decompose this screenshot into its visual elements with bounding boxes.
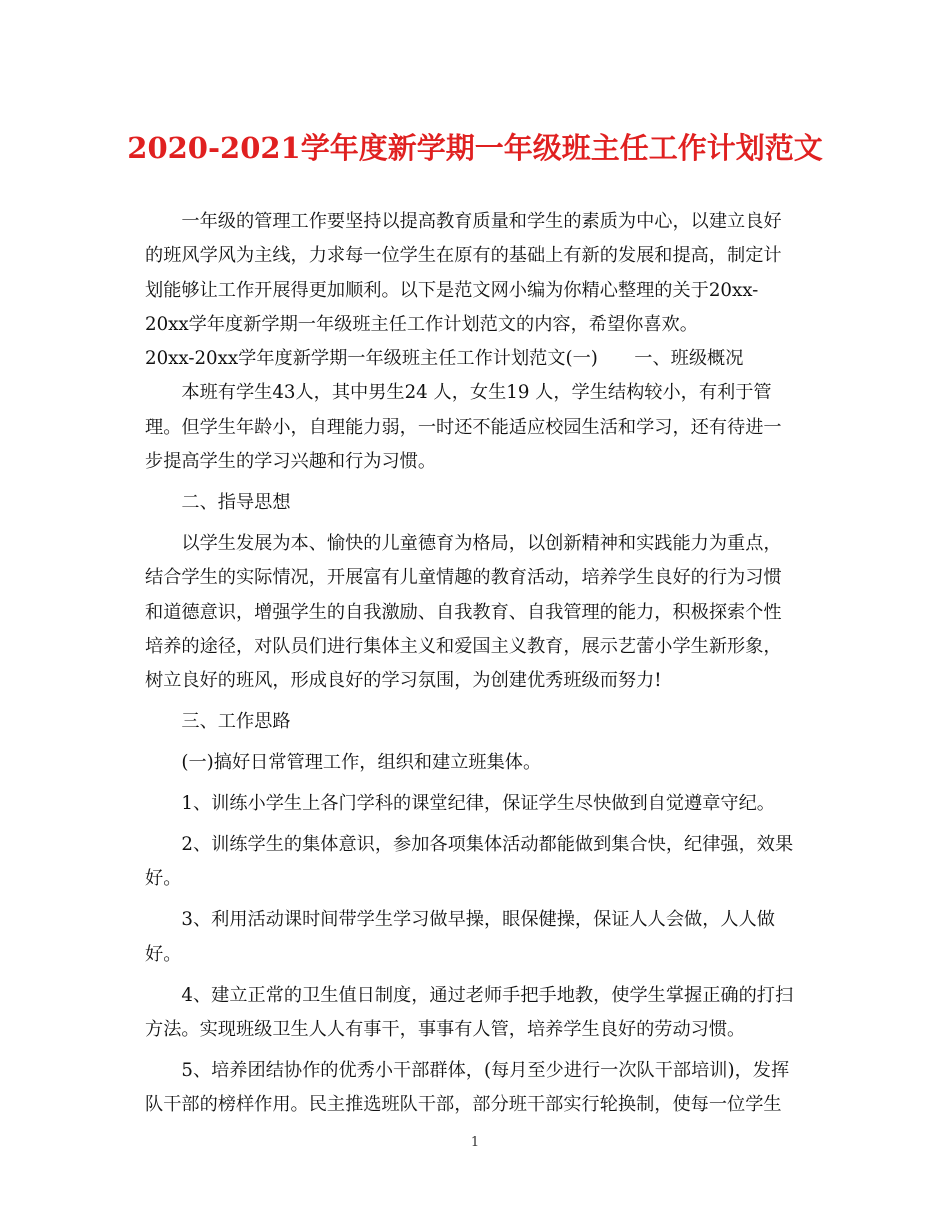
list-item-line: 3、利用活动课时间带学生学习做早操，眼保健操，保证人人会做，人人做 [145,909,775,931]
paragraph-gap [145,972,805,979]
body-line: 20xx学年度新学期一年级班主任工作计划范文的内容，希望你喜欢。 [145,313,698,335]
body-line: 以学生发展为本、愉快的儿童德育为格局，以创新精神和实践能力为重点， [145,533,782,555]
section-heading: 二、指导思想 [145,492,291,514]
body-line: 步提高学生的学习兴趣和行为习惯。 [145,451,437,473]
paragraph-gap [145,821,805,828]
document-body [145,205,805,1123]
paragraph-gap [145,1047,805,1054]
paragraph-gap [145,740,805,747]
list-item-line: 方法。实现班级卫生人人有事干，事事有人管，培养学生良好的劳动习惯。 [145,1019,746,1041]
body-line: 理。但学生年龄小，自理能力弱，一时还不能适应校园生活和学习，还有待进一 [145,416,782,438]
paragraph-gap [145,897,805,904]
body-line: 培养的途径，对队员们进行集体主义和爱国主义教育，展示艺蕾小学生新形象， [145,635,782,657]
list-item-line: 好。 [145,868,182,890]
list-item-line: 4、建立正常的卫生值日制度，通过老师手把手地教，使学生掌握正确的打扫 [145,984,794,1006]
body-line: 的班风学风为主线，力求每一位学生在原有的基础上有新的发展和提高，制定计 [145,245,782,267]
document-title: 2020-2021学年度新学期一年级班主任工作计划范文 [127,131,823,165]
list-item-line: 5、培养团结协作的优秀小干部群体，(每月至少进行一次队干部培训)，发挥 [145,1060,790,1082]
body-line: 结合学生的实际情况，开展富有儿童情趣的教育活动，培养学生良好的行为习惯 [145,567,782,589]
body-line: 树立良好的班风，形成良好的学习氛围，为创建优秀班级而努力! [145,670,662,692]
list-item-line: 2、训练学生的集体意识，参加各项集体活动都能做到集合快，纪律强，效果 [145,834,794,856]
section-heading: 三、工作思路 [145,711,291,733]
subsection-heading: (一)搞好日常管理工作，组织和建立班集体。 [145,752,542,774]
paragraph-gap [145,781,805,788]
body-line: 本班有学生43人，其中男生24 人，女生19 人，学生结构较小，有利于管 [145,382,772,404]
body-line: 一年级的管理工作要坚持以提高教育质量和学生的素质为中心，以建立良好 [145,211,782,232]
body-line: 20xx-20xx学年度新学期一年级班主任工作计划范文(一) 一、班级概况 [145,348,744,370]
list-item-line: 1、训练小学生上各门学科的课堂纪律，保证学生尽快做到自觉遵章守纪。 [145,793,775,815]
list-item-line: 好。 [145,943,182,965]
body-line: 和道德意识，增强学生的自我激励、自我教育、自我管理的能力，积极探索个性 [145,601,782,623]
paragraph-gap [145,479,805,486]
list-item-line: 队干部的榜样作用。民主推选班队干部，部分班干部实行轮换制，使每一位学生 [145,1094,782,1116]
paragraph-gap [145,699,805,706]
page-number: 1 [470,1135,480,1150]
paragraph-gap [145,520,805,527]
body-line: 划能够让工作开展得更加顺利。以下是范文网小编为你精心整理的关于20xx- [145,279,759,301]
